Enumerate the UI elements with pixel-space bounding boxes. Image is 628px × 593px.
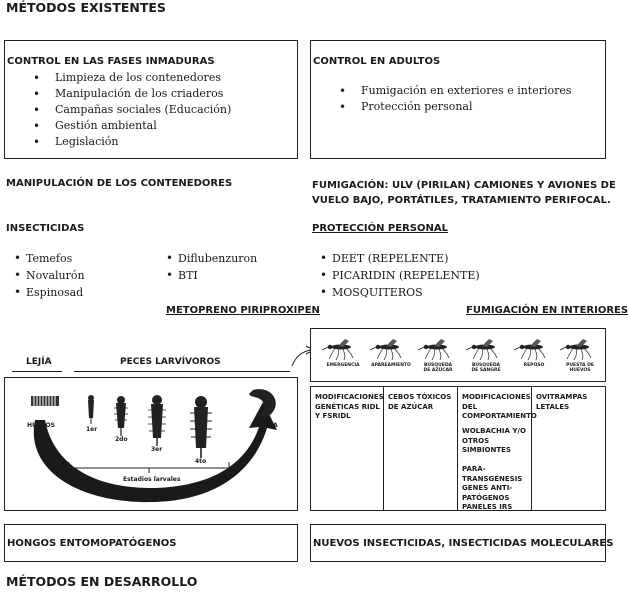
pupa-label: PUPA: [260, 422, 278, 429]
eggs-label: HUEVOS: [27, 422, 55, 429]
development-title: MÉTODOS EN DESARROLLO: [6, 574, 198, 589]
mosquito-label: APAREAMIENTO: [371, 363, 411, 368]
list-item: • Fumigación en exteriores e interiores: [321, 83, 572, 99]
new-insecticides-box: [310, 524, 614, 562]
lejia-line: [12, 371, 62, 372]
immature-phases-box: [4, 40, 298, 159]
insecticides-heading: INSECTICIDAS: [6, 223, 85, 234]
grid-cell-wolbachia: WOLBACHIA Y/O OTROS SIMBIONTES: [462, 427, 526, 454]
grid-cell-sugar-baits: CEBOS TÓXICOS DE AZÚCAR: [388, 393, 452, 411]
list-item: • Temefos: [14, 250, 85, 267]
fumigation-text: [312, 178, 616, 208]
larva-1-icon: [88, 395, 94, 424]
grid-divider: [457, 387, 458, 510]
list-item: • Campañas sociales (Educación): [15, 102, 231, 118]
list-item: • Protección personal: [321, 99, 572, 115]
personal-protection-list: [320, 250, 480, 301]
fungi-box: [4, 524, 298, 562]
list-item: • Limpieza de los contenedores: [15, 70, 231, 86]
larva-3-label: 3er: [151, 446, 163, 453]
list-item: • BTI: [166, 267, 257, 284]
list-item: • MOSQUITEROS: [320, 284, 480, 301]
new-insecticides-label: NUEVOS INSECTICIDAS, INSECTICIDAS MOLECULARES: [313, 538, 614, 549]
mosquito-icon: [466, 339, 497, 360]
mosquito-icon: [370, 339, 401, 360]
metopreno-link: METOPRENO PIRIPROXIPEN: [166, 305, 320, 316]
grid-cell-ovitraps: OVITRAMPAS LETALES: [536, 393, 588, 411]
larva-4-label: 4to: [195, 458, 207, 465]
list-item: • Gestión ambiental: [15, 118, 231, 134]
lifecycle-box: [4, 377, 298, 511]
fumigation-line-2: VUELO BAJO, PORTÁTILES, TRATAMIENTO PERIFOCAL.: [312, 195, 611, 206]
mosquito-icon: [514, 339, 545, 360]
manipulation-heading: MANIPULACIÓN DE LOS CONTENEDORES: [6, 178, 233, 189]
grid-divider: [531, 387, 532, 510]
adults-heading: CONTROL EN ADULTOS: [313, 56, 441, 67]
lejia-label: LEJÍA: [26, 357, 52, 367]
mosquito-label: BÚSQUEDA DE AZÚCAR: [423, 363, 453, 373]
mosquito-label: PUESTA DE HUEVOS: [566, 363, 594, 373]
page-title: MÉTODOS EXISTENTES: [6, 0, 166, 15]
mosquito-label: EMERGENCIA: [326, 363, 360, 368]
list-item: • Espinosad: [14, 284, 85, 301]
larva-3-icon: [148, 395, 166, 446]
mosquito-icon: [322, 339, 353, 360]
larva-4-icon: [190, 396, 212, 458]
lifecycle-diagram: [5, 378, 299, 512]
mosquito-label: BÚSQUEDA DE SANGRE: [471, 363, 501, 373]
adults-list: [321, 83, 572, 115]
immature-phases-heading: CONTROL EN LAS FASES INMADURAS: [7, 56, 215, 67]
eggs-icon: [31, 396, 59, 406]
list-item: • PICARIDIN (REPELENTE): [320, 267, 480, 284]
list-item: • Legislación: [15, 134, 231, 150]
adults-box: [310, 40, 606, 159]
insecticides-list-1: [14, 250, 85, 301]
list-item: • Novalurón: [14, 267, 85, 284]
list-item: • Manipulación de los criaderos: [15, 86, 231, 102]
list-item: • DEET (REPELENTE): [320, 250, 480, 267]
fumigation-line-1: FUMIGACIÓN: ULV (PIRILAN) CAMIONES Y AVIONES DE: [312, 180, 616, 191]
grid-cell-genetic: MODIFICACIONES GENÉTICAS RIDL Y FSRIDL: [315, 393, 384, 420]
insecticides-list-2: [166, 250, 257, 284]
larval-stages-label: Estadios larvales: [123, 476, 181, 483]
fungi-label: HONGOS ENTOMOPATÓGENOS: [7, 538, 177, 549]
immature-phases-list: [15, 70, 231, 150]
grid-divider: [383, 387, 384, 510]
peces-line: [74, 371, 290, 372]
grid-cell-paratransgenesis: PARA-TRANSGÉNESIS GENES ANTI-PATÓGENOS PANELES IRS: [462, 465, 523, 511]
larva-1-label: 1er: [86, 426, 98, 433]
peces-label: PECES LARVÍVOROS: [120, 357, 221, 367]
list-item: • Diflubenzuron: [166, 250, 257, 267]
mosquito-label: REPOSO: [523, 363, 545, 368]
mosquito-icon: [418, 339, 449, 360]
mosquito-icon: [560, 339, 591, 360]
mosquito-row: [311, 329, 607, 383]
personal-protection-heading: PROTECCIÓN PERSONAL: [312, 223, 448, 234]
mosquito-stages-box: [310, 328, 606, 382]
larva-2-label: 2do: [115, 436, 128, 443]
indoor-fumigation-link: FUMIGACIÓN EN INTERIORES: [466, 305, 628, 316]
grid-cell-behavior: MODIFICACIONES DEL COMPORTAMIENTO: [462, 393, 537, 420]
methods-grid-box: [310, 386, 606, 511]
larva-2-icon: [114, 396, 128, 436]
